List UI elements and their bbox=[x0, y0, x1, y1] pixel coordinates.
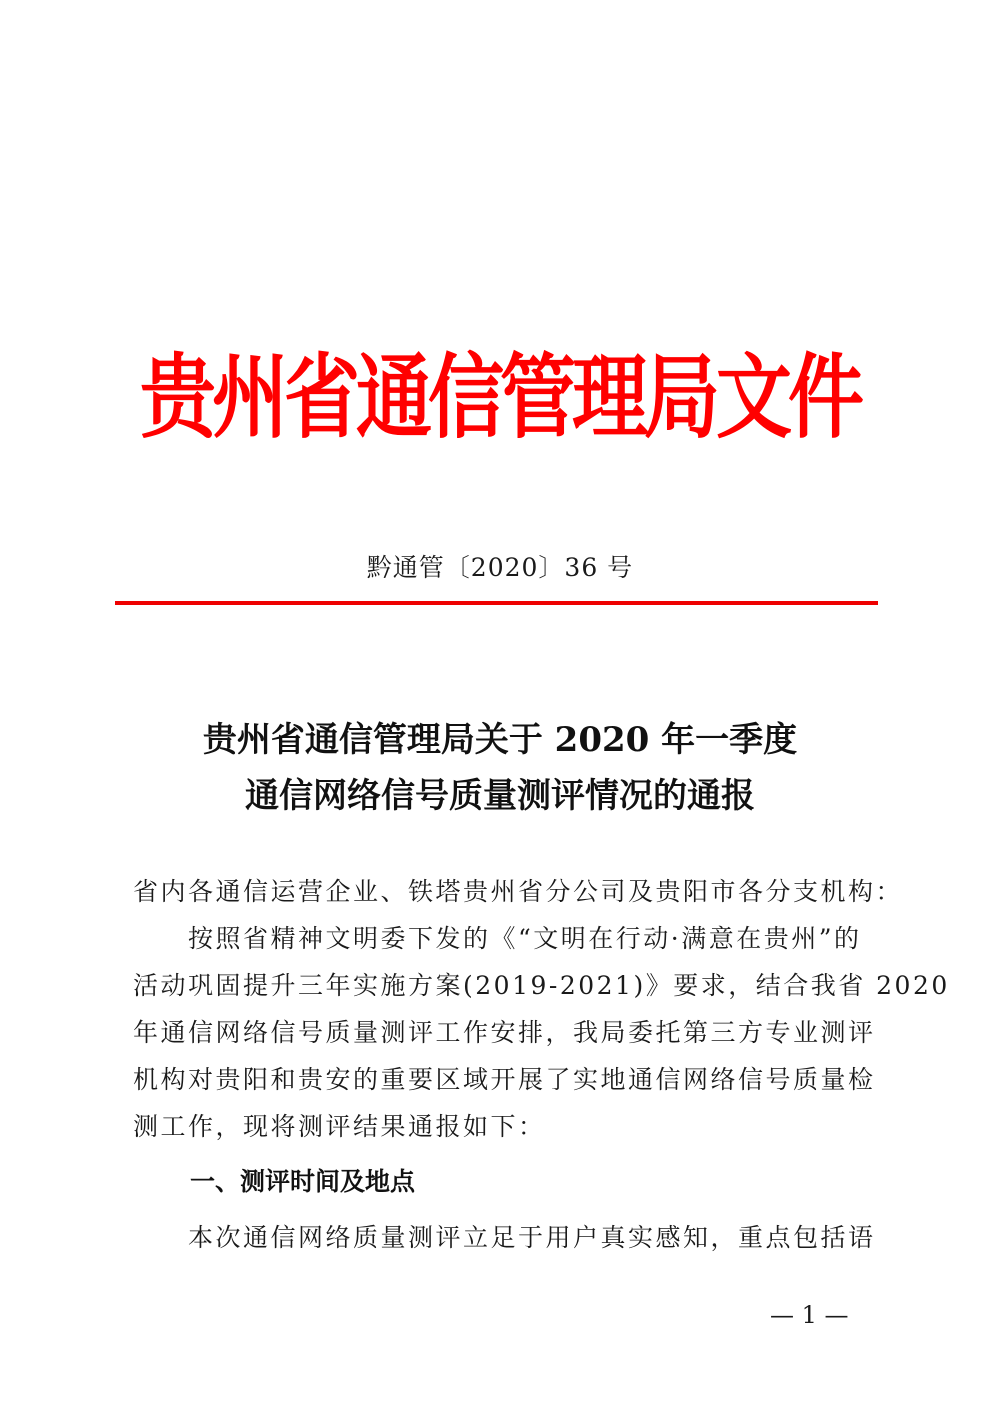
addressee-line: 省内各通信运营企业、铁塔贵州省分公司及贵阳市各分支机构： bbox=[133, 877, 904, 906]
issuer-title: 贵州省通信管理局文件 bbox=[140, 344, 860, 451]
section-heading: 一、测评时间及地点 bbox=[190, 1167, 416, 1196]
paragraph-line: 测工作，现将测评结果通报如下： bbox=[133, 1112, 546, 1141]
page-number: — 1 — bbox=[770, 1301, 849, 1329]
document-title-line-2: 通信网络信号质量测评情况的通报 bbox=[245, 776, 755, 816]
body-text bbox=[133, 868, 950, 1150]
document-title bbox=[0, 712, 1000, 824]
paragraph-line: 按照省精神文明委下发的《“文明在行动·满意在贵州”的 bbox=[188, 924, 862, 953]
document-number: 黔通管〔2020〕36 号 bbox=[366, 553, 634, 582]
paragraph-line: 活动巩固提升三年实施方案(2019-2021)》要求，结合我省 2020 bbox=[133, 971, 950, 1000]
paragraph-line: 年通信网络信号质量测评工作安排，我局委托第三方专业测评 bbox=[133, 1018, 876, 1047]
document-title-line-1: 贵州省通信管理局关于 2020 年一季度 bbox=[202, 720, 798, 760]
red-divider-rule bbox=[115, 601, 878, 605]
paragraph-line: 本次通信网络质量测评立足于用户真实感知，重点包括语 bbox=[188, 1223, 876, 1252]
paragraph-line: 机构对贵阳和贵安的重要区域开展了实地通信网络信号质量检 bbox=[133, 1065, 876, 1094]
body-text-continued bbox=[133, 1214, 876, 1261]
